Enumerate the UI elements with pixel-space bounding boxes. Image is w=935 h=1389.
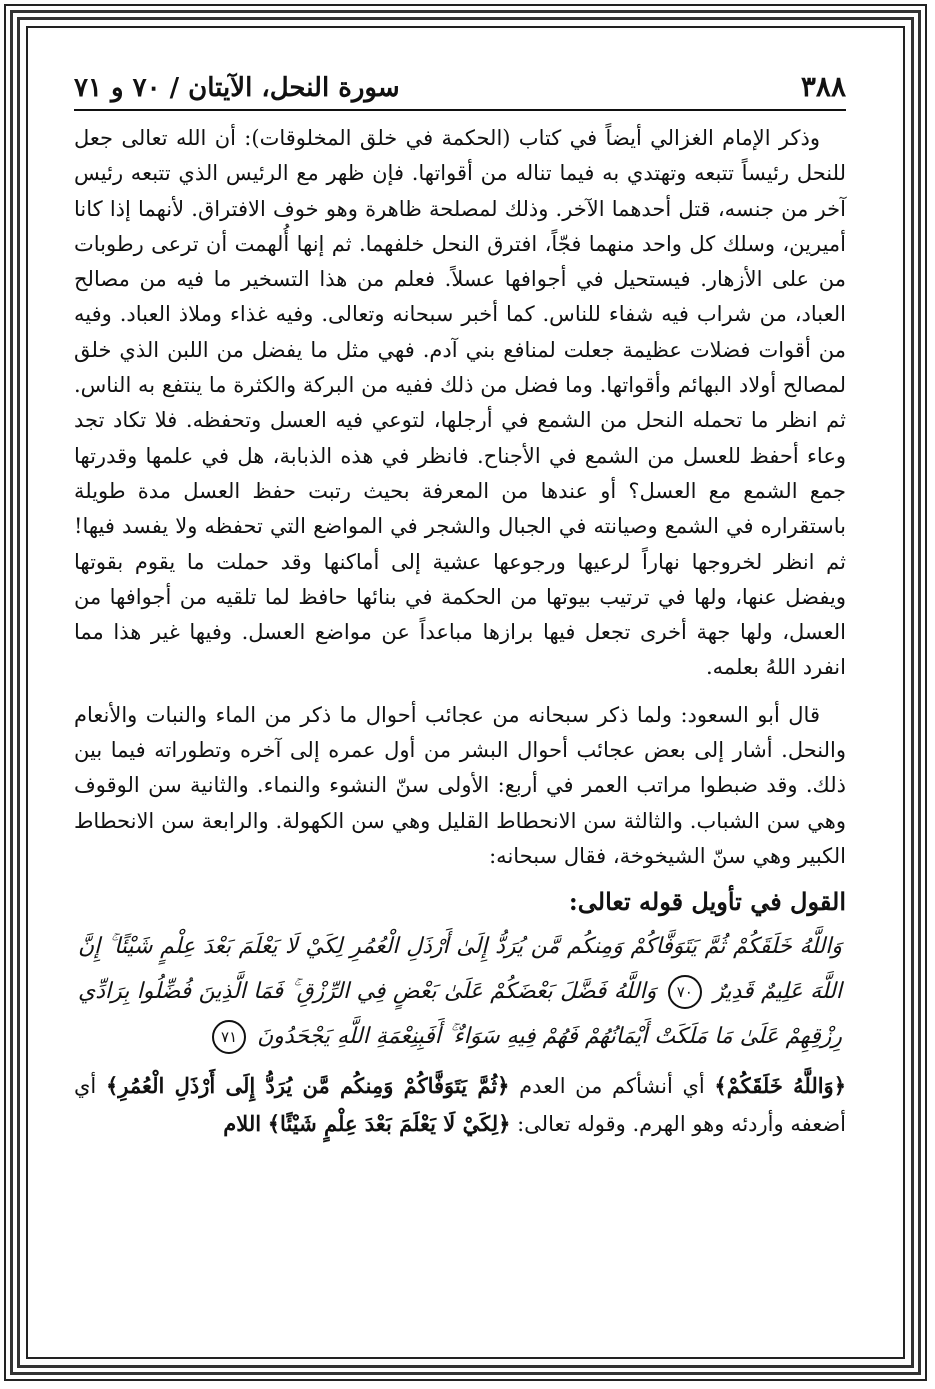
verse-number-70: ٧٠ — [668, 975, 702, 1009]
paragraph-abu-saud: قال أبو السعود: ولما ذكر سبحانه من عجائب أحوال ما ذكر من الماء والنبات والأنعام والنحل. أشار إلى بعض عجائب أحوال البشر من أول عمره إلى آخره وتطوراته فيما بين ذلك. وقد ضبطوا مراتب العمر في أربع: الأولى سنّ النشوء والنماء. والثانية سن الوقوف وهي سن الشباب. والثالثة سن الانحطاط القليل وهي سن الكهولة. والرابعة سن الانحطاط الكبير وهي سنّ الشيخوخة، فقال سبحانه: — [74, 702, 846, 868]
quote-2: ﴿ثُمَّ يَتَوَفَّاكُمْ وَمِنكُم مَّن يُرَدُّ إِلَى أَرْذَلِ الْعُمُرِ﴾ — [105, 1073, 510, 1099]
quran-verse-block — [74, 924, 846, 1059]
verse-number-71: ٧١ — [212, 1020, 246, 1054]
running-header — [74, 70, 846, 111]
quote-1: ﴿وَاللَّهُ خَلَقَكُمْ﴾ — [714, 1073, 847, 1099]
paragraph-ghazali: وذكر الإمام الغزالي أيضاً في كتاب (الحكمة في خلق المخلوقات): أن الله تعالى جعل للنحل رئيساً تتبعه وتهتدي به فيما تناله من أقواتها. فإن ظهر مع الرئيس الذي تتبعه رئيس آخر من جنسه، قتل أحدهما الآخر. وذلك لمصلحة ظاهرة وهو خوف الافتراق. لأنهما إذا كانا أميرين، وسلك كل واحد منهما فجّاً، افترق النحل خلفهما. ثم إنها أُلهمت أن ترعى رطوبات من على الأزهار. فيستحيل في أجوافها عسلاً. فعلم من هذا التسخير ما فيه من مصالح العباد، من شراب فيه شفاء للناس. كما أخبر سبحانه وتعالى. وفيه غذاء وملاذ العباد. وفيه من أقوات فضلات عظيمة جعلت لمنافع بني آدم. فهي مثل ما يفضل من اللبن الذي خلق لمصالح أولاد البهائم وأقواتها. وما فضل من ذلك ففيه من البركة والكثرة ما ينتفع به الناس. ثم انظر ما تحمله النحل من الشمع في أرجلها، لتوعي فيه العسل وتحفظه. فلا تكاد تجد وعاء أحفظ للعسل من الشمع في الأجناح. فانظر في هذه الذبابة، هل في علمها وقدرتها جمع الشمع مع العسل؟ أو عندها من المعرفة بحيث رتبت حفظ العسل مدة طويلة باستقراره في الشمع وصيانته في الجبال والشجر في المواضع التي تحفظه ولا يفسد فيها! ثم انظر لخروجها نهاراً لرعيها ورجوعها عشية إلى أماكنها وقد حملت ما يقوم بقوتها ويفضل عنها، ولها في ترتيب بيوتها من الحكمة في بنائها حافظ لما تلقيه من أجوافها من العسل، ولها جهة أخرى تجعل فيها برازها مباعداً عن مواضع العسل. وفيها غير هذا مما انفرد اللهُ بعلمه. — [74, 126, 846, 680]
section-heading: القول في تأويل قوله تعالى: — [568, 887, 846, 917]
page-number: ٣٨٨ — [800, 70, 846, 103]
tafsir-text-2: أي أضعفه وأردئه وهو الهرم. وقوله تعالى: — [74, 1074, 846, 1137]
page-content — [74, 70, 846, 1164]
tafsir-text-1: أي أنشأكم من العدم — [519, 1074, 705, 1099]
verse-71-text: وَاللَّهُ فَضَّلَ بَعْضَكُمْ عَلَىٰ بَعْضٍ فِي الرِّزْقِ ۚ فَمَا الَّذِينَ فُضِّلُوا بِرَادِّي رِزْقِهِمْ عَلَىٰ مَا مَلَكَتْ أَيْمَانُهُمْ فَهُمْ فِيهِ سَوَاءٌ ۚ أَفَبِنِعْمَةِ اللَّهِ يَجْحَدُونَ — [78, 979, 842, 1050]
quote-3: ﴿لِكَيْ لَا يَعْلَمَ بَعْدَ عِلْمٍ شَيْئًا﴾ — [267, 1111, 511, 1137]
surah-title: سورة النحل، الآيتان / ٧٠ و ٧١ — [74, 73, 400, 103]
verse-70-text: وَاللَّهُ خَلَقَكُمْ ثُمَّ يَتَوَفَّاكُمْ وَمِنكُم مَّن يُرَدُّ إِلَىٰ أَرْذَلِ الْعُمُرِ لِكَيْ لَا يَعْلَمَ بَعْدَ عِلْمٍ شَيْئًا ۚ إِنَّ اللَّهَ عَلِيمٌ قَدِيرٌ — [78, 934, 842, 1005]
tafsir-text-3: اللام — [223, 1111, 262, 1137]
tafsir-paragraph — [74, 1067, 846, 1143]
